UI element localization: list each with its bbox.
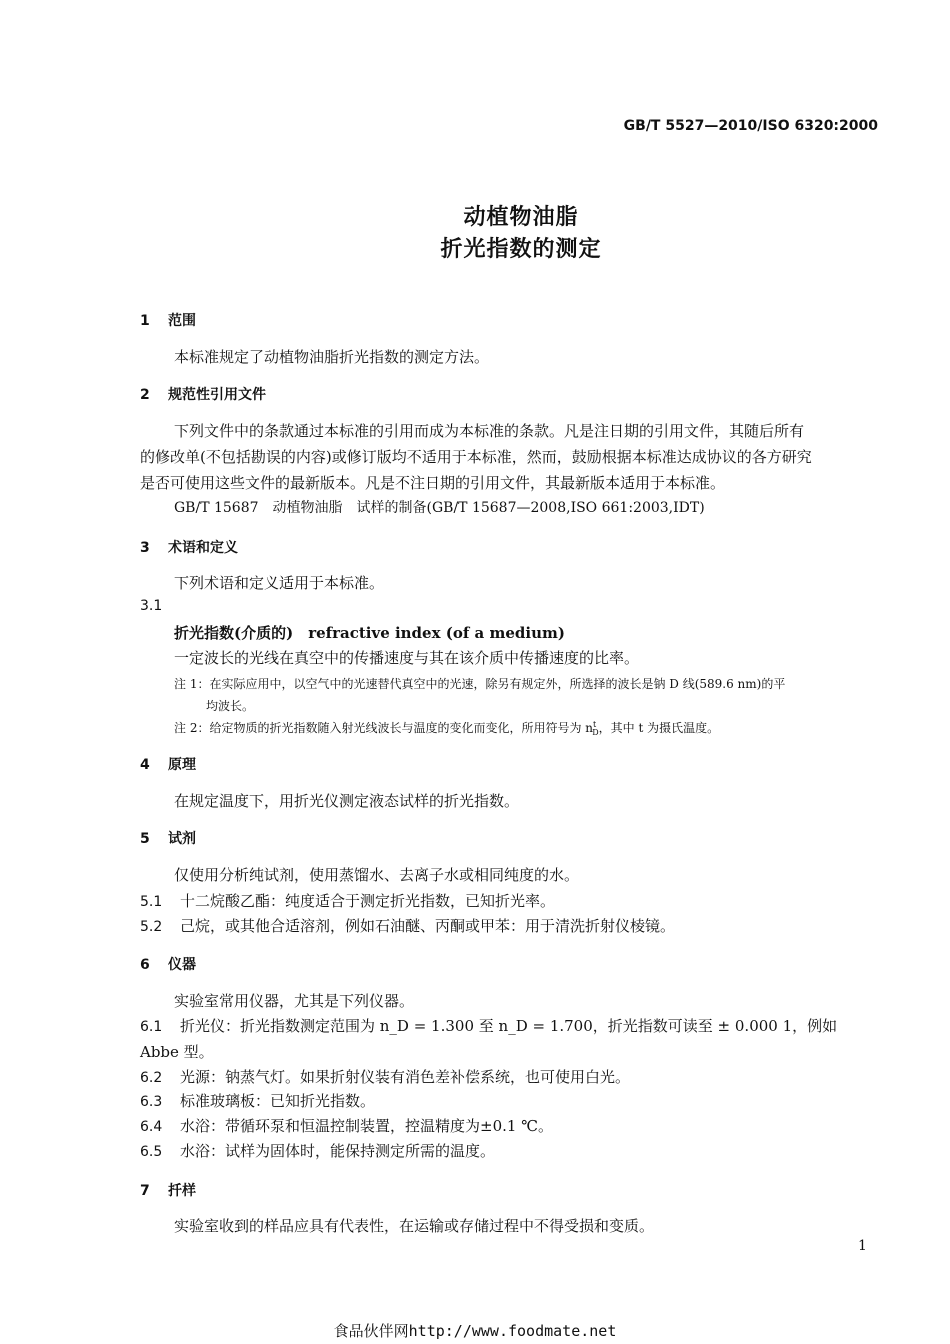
section-7-text: 实验室收到的样品应具有代表性，在运输或存储过程中不得受损和变质。	[174, 1217, 655, 1235]
item-number: 6.2	[140, 1070, 163, 1086]
section-4-text: 在规定温度下，用折光仪测定液态试样的折光指数。	[174, 792, 520, 810]
item-6-3	[140, 1090, 375, 1111]
item-number: 6.5	[140, 1144, 163, 1160]
section-title: 仪器	[168, 957, 196, 973]
note-2-subscript: D	[592, 728, 599, 738]
item-text: 标准玻璃板：已知折光指数。	[180, 1092, 376, 1110]
section-title: 试剂	[168, 831, 196, 847]
section-7-heading	[140, 1180, 196, 1200]
term-refractive-index: 折光指数(介质的) refractive index (of a medium)	[174, 624, 565, 642]
section-1-text: 本标准规定了动植物油脂折光指数的测定方法。	[174, 348, 490, 366]
item-6-4	[140, 1115, 553, 1136]
section-5-text: 仅使用分析纯试剂，使用蒸馏水、去离子水或相同纯度的水。	[174, 866, 580, 884]
note-1-line-2: 均波长。	[206, 699, 255, 713]
note-1-line-1: 注 1：在实际应用中，以空气中的光速替代真空中的光速，除另有规定外，所选择的波长是钠 D 线(589.6 nm)的平	[174, 677, 786, 691]
section-2-line-1: 下列文件中的条款通过本标准的引用而成为本标准的条款。凡是注日期的引用文件，其随后所有	[174, 422, 805, 440]
item-text: 折光仪：折光指数测定范围为 n_D = 1.300 至 n_D = 1.700，折光指数可读至 ± 0.000 1，例如	[180, 1017, 838, 1035]
section-number: 7	[140, 1183, 150, 1199]
section-4-heading	[140, 754, 196, 774]
normative-reference: GB/T 15687 动植物油脂 试样的制备(GB/T 15687—2008,ISO 661:2003,IDT)	[174, 500, 705, 516]
note-2-superscript: t	[593, 720, 597, 729]
section-number: 4	[140, 757, 150, 773]
item-text: 光源：钠蒸气灯。如果折射仪装有消色差补偿系统，也可使用白光。	[180, 1068, 631, 1086]
section-6-heading	[140, 954, 196, 974]
section-number: 3	[140, 540, 150, 556]
note-2	[174, 719, 719, 737]
section-title: 规范性引用文件	[168, 387, 266, 403]
term-definition: 一定波长的光线在真空中的传播速度与其在该介质中传播速度的比率。	[174, 649, 640, 667]
standard-code: GB/T 5527—2010/ISO 6320:2000	[623, 118, 878, 134]
section-1-heading	[140, 310, 196, 330]
title-line-2: 折光指数的测定	[440, 237, 602, 262]
section-number: 1	[140, 313, 150, 329]
item-text: 己烷，或其他合适溶剂，例如石油醚、丙酮或甲苯：用于清洗折射仪棱镜。	[180, 917, 676, 935]
section-title: 范围	[168, 313, 196, 329]
item-6-1-continued: Abbe 型。	[140, 1043, 214, 1061]
item-6-1	[140, 1015, 837, 1036]
item-text: 十二烷酸乙酯：纯度适合于测定折光指数，已知折光率。	[180, 892, 556, 910]
subsection-3-1-number: 3.1	[140, 598, 163, 614]
section-number: 2	[140, 387, 150, 403]
item-number: 5.1	[140, 894, 163, 910]
section-number: 5	[140, 831, 150, 847]
page-number: 1	[858, 1238, 867, 1254]
section-2-heading	[140, 384, 266, 404]
section-5-heading	[140, 828, 196, 848]
section-title: 扦样	[168, 1183, 196, 1199]
section-title: 原理	[168, 757, 196, 773]
section-6-text: 实验室常用仪器，尤其是下列仪器。	[174, 992, 415, 1010]
item-number: 6.1	[140, 1019, 163, 1035]
item-6-5	[140, 1140, 495, 1161]
footer-watermark: 食品伙伴网http://www.foodmate.net	[333, 1322, 617, 1340]
section-number: 6	[140, 957, 150, 973]
item-5-1	[140, 890, 555, 911]
section-3-intro: 下列术语和定义适用于本标准。	[174, 574, 385, 592]
section-3-heading	[140, 537, 238, 557]
note-2-text: 注 2：给定物质的折光指数随入射光线波长与温度的变化而变化，所用符号为 n	[174, 721, 593, 735]
item-number: 6.3	[140, 1094, 163, 1110]
title-line-1: 动植物油脂	[463, 205, 579, 230]
item-6-2	[140, 1066, 630, 1087]
item-number: 5.2	[140, 919, 163, 935]
item-5-2	[140, 915, 675, 936]
note-2-tail: ，其中 t 为摄氏温度。	[598, 721, 720, 735]
item-number: 6.4	[140, 1119, 163, 1135]
item-text: 水浴：带循环泵和恒温控制装置，控温精度为±0.1 ℃。	[180, 1117, 553, 1135]
section-2-line-3: 是否可使用这些文件的最新版本。凡是不注日期的引用文件，其最新版本适用于本标准。	[140, 474, 726, 492]
section-title: 术语和定义	[168, 540, 238, 556]
section-2-line-2: 的修改单(不包括勘误的内容)或修订版均不适用于本标准，然而，鼓励根据本标准达成协议的各方研究	[140, 448, 812, 466]
item-text: 水浴：试样为固体时，能保持测定所需的温度。	[180, 1142, 496, 1160]
